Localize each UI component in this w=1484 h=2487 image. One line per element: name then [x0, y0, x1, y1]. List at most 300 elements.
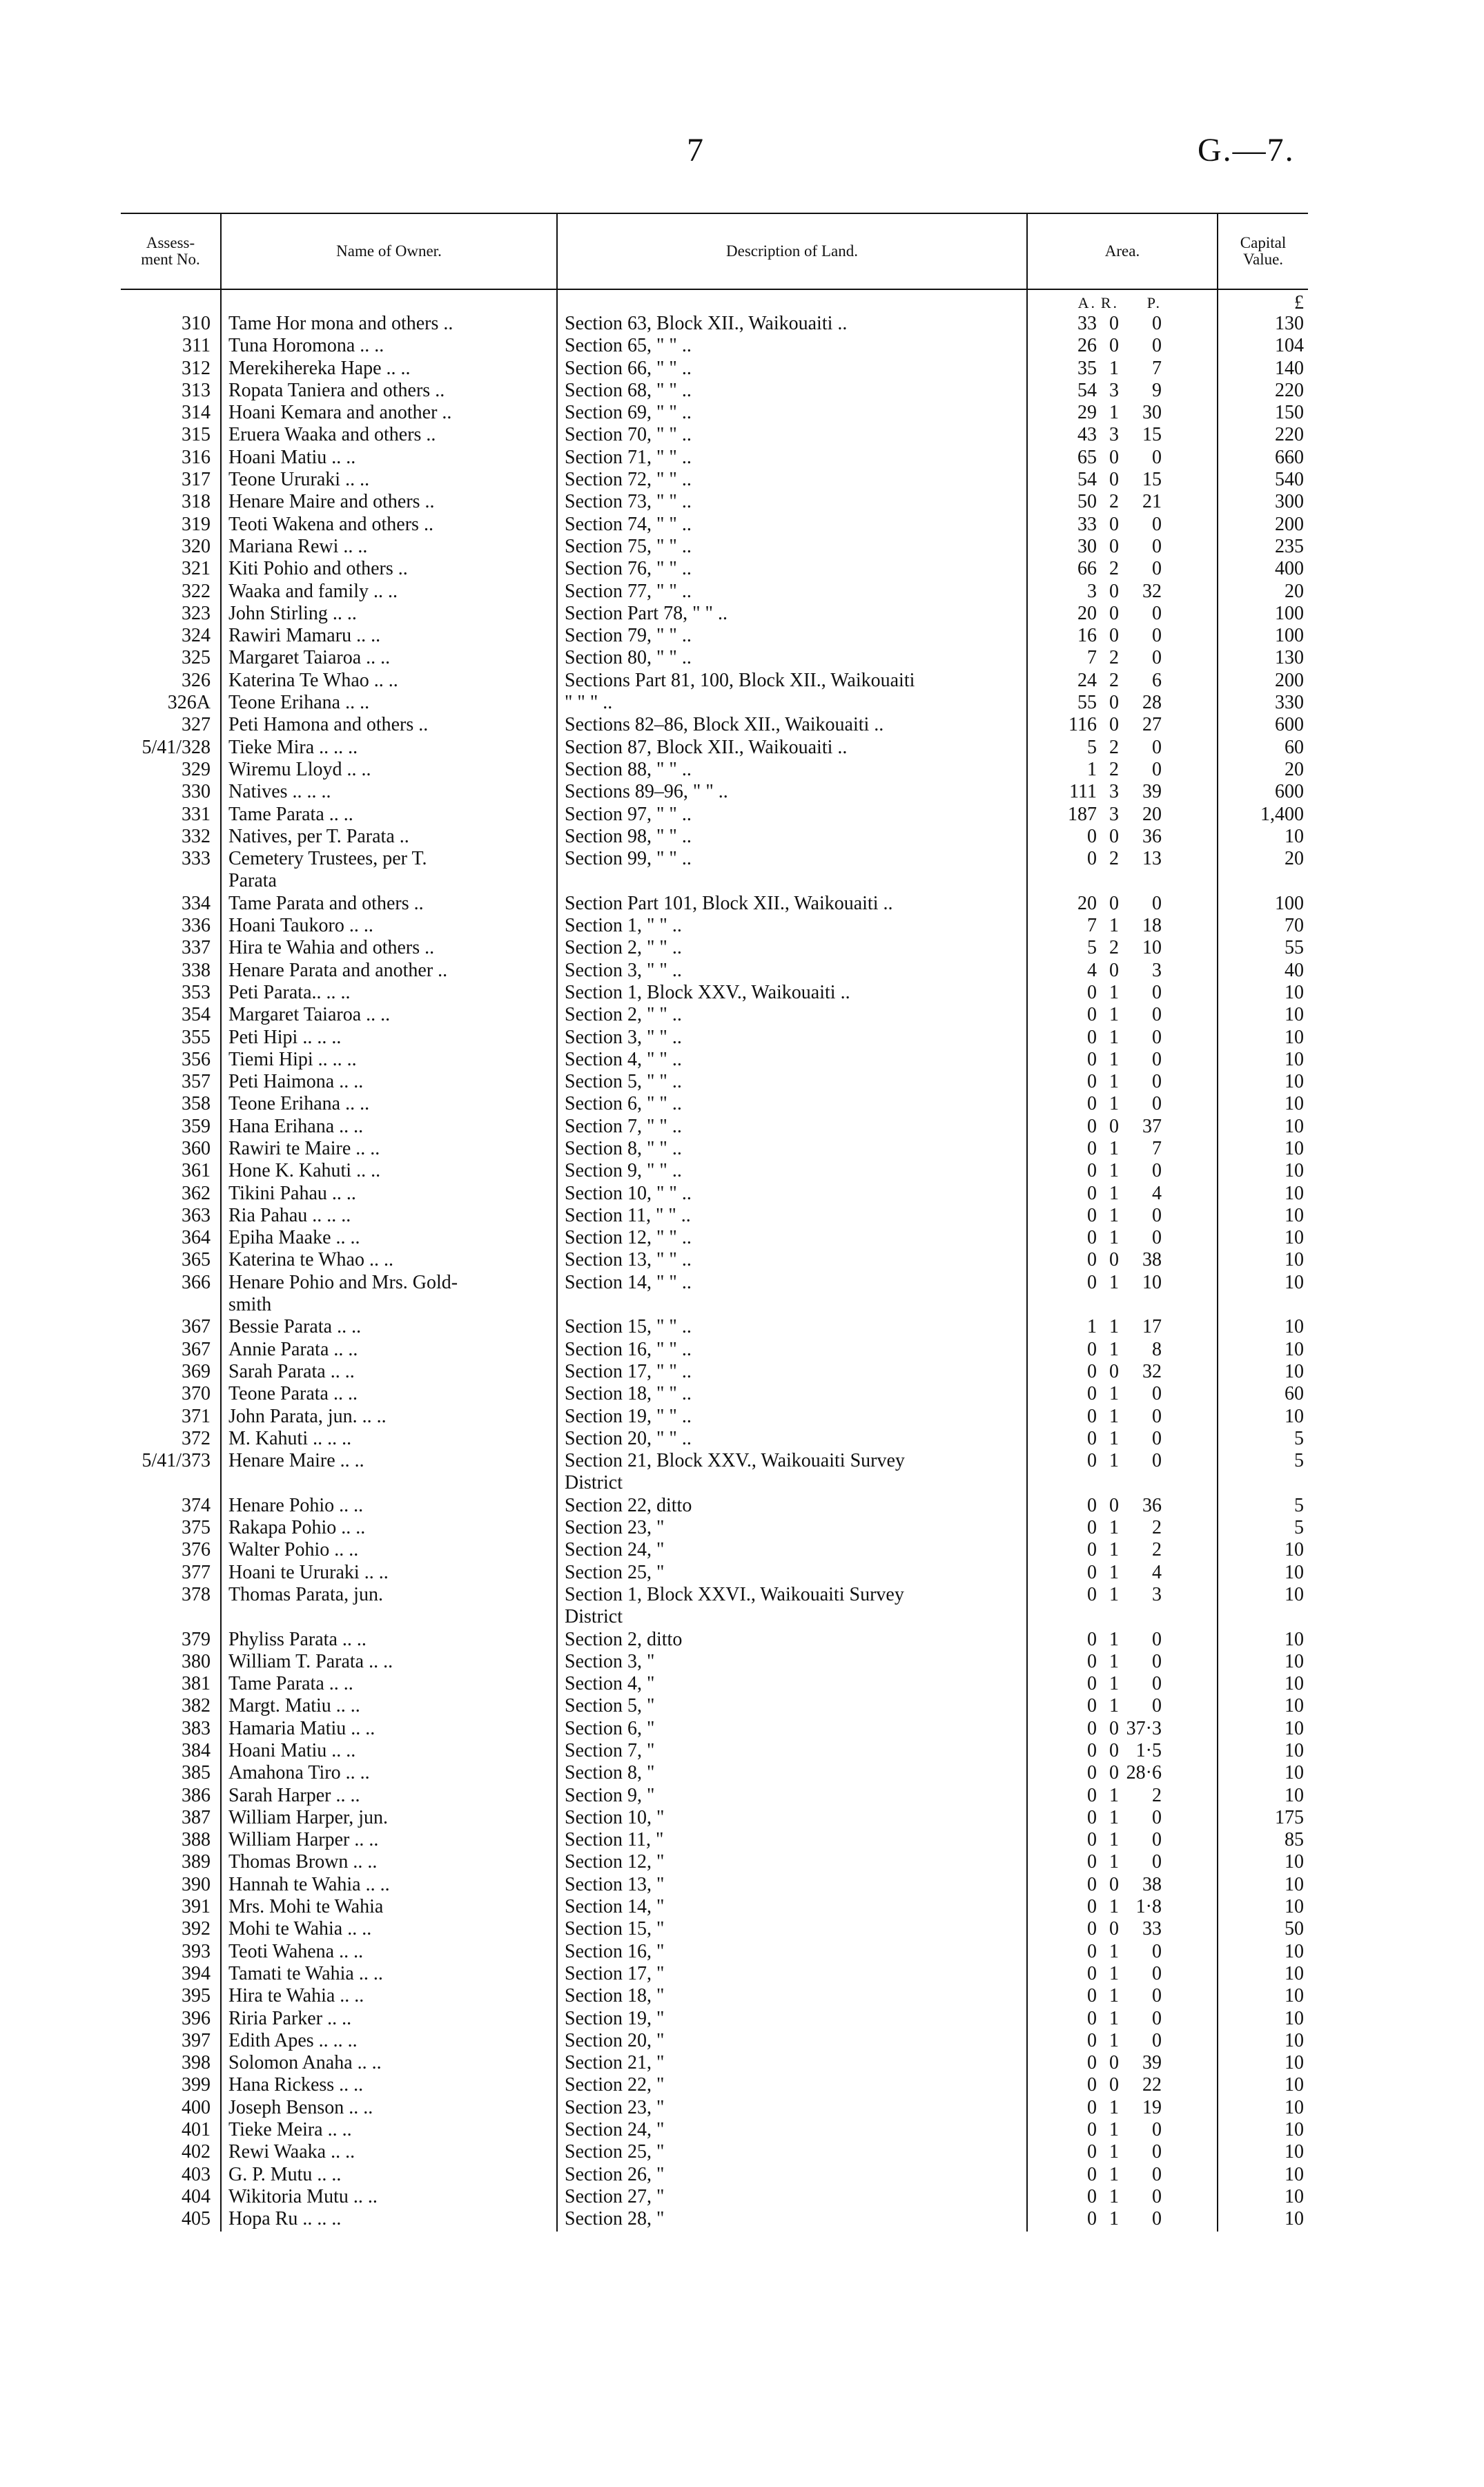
area-perches: 7 [1152, 1138, 1162, 1159]
table-row [121, 1830, 1308, 1852]
area-roods: 1 [1109, 1138, 1119, 1159]
area-cell [1027, 2098, 1218, 2120]
table-row [121, 1429, 1308, 1451]
area-cell [1027, 1362, 1218, 1384]
area-roods: 1 [1109, 1205, 1119, 1226]
land-description-cell: Section 11, " " .. [557, 1206, 1027, 1228]
land-description-cell: Section 24, " [557, 2120, 1027, 2142]
land-description-cell: Section 3, " " .. [557, 1027, 1027, 1049]
land-description-cell: Section 88, " " .. [557, 759, 1027, 782]
area-roods: 1 [1109, 1339, 1119, 1360]
area-acres: 0 [1087, 1161, 1097, 1182]
area-perches: 0 [1152, 2030, 1162, 2051]
assessment-no-cell: 318 [121, 492, 221, 514]
area-perches: 0 [1152, 1205, 1162, 1226]
area-acres: 0 [1087, 1830, 1097, 1851]
assessment-no-cell: 319 [121, 514, 221, 536]
assessment-no-cell: 357 [121, 1072, 221, 1094]
table-row [121, 1875, 1308, 1897]
area-perches: 0 [1152, 648, 1162, 669]
capital-value-cell: 10 [1285, 2053, 1304, 2074]
area-roods: 3 [1109, 804, 1119, 825]
assessment-no-cell: 399 [121, 2075, 221, 2097]
area-roods: 1 [1109, 1183, 1119, 1204]
area-perches: 0 [1152, 1049, 1162, 1070]
area-cell [1027, 826, 1218, 849]
capital-value-cell: 50 [1285, 1919, 1304, 1940]
area-perches: 38 [1142, 1874, 1162, 1895]
area-cell [1027, 1317, 1218, 1339]
owner-name-cell: Sarah Parata .. .. [221, 1362, 557, 1384]
area-roods: 0 [1109, 1718, 1119, 1739]
table-row [121, 1540, 1308, 1562]
owner-name-cell: Teone Ururaki .. .. [221, 470, 557, 492]
table-row [121, 470, 1308, 492]
owner-name-cell: Margt. Matiu .. .. [221, 1696, 557, 1718]
area-perches: 4 [1152, 1562, 1162, 1583]
capital-value-cell: 10 [1285, 1741, 1304, 1761]
table-row [121, 2187, 1308, 2209]
area-perches: 0 [1152, 1941, 1162, 1962]
assessment-no-cell: 332 [121, 826, 221, 849]
area-acres: 35 [1077, 358, 1097, 379]
area-acres: 0 [1087, 1250, 1097, 1271]
table-row [121, 670, 1308, 693]
area-acres: 187 [1068, 804, 1097, 825]
area-cell [1027, 1719, 1218, 1741]
area-cell [1027, 1942, 1218, 1964]
area-perches: 0 [1152, 1986, 1162, 2007]
area-acres: 0 [1087, 1963, 1097, 1984]
table-row [121, 603, 1308, 626]
area-cell [1027, 1116, 1218, 1139]
area-perches: 21 [1142, 492, 1162, 513]
owner-name-cell: Teone Erihana .. .. [221, 693, 557, 715]
area-perches: 0 [1152, 1005, 1162, 1026]
assessment-no-cell: 374 [121, 1496, 221, 1518]
area-roods: 1 [1109, 1317, 1119, 1338]
land-description-cell: Section 13, " [557, 1875, 1027, 1897]
land-description-cell: Section 21, Block XXV., Waikouaiti Survey [557, 1451, 1027, 1473]
area-roods: 1 [1109, 1428, 1119, 1449]
area-cell [1027, 1027, 1218, 1049]
capital-value-cell: 10 [1285, 1339, 1304, 1360]
table-row [121, 648, 1308, 670]
assessment-no-cell: 314 [121, 403, 221, 425]
table-row [121, 514, 1308, 536]
area-acres: 0 [1087, 2075, 1097, 2096]
assessment-no-cell: 353 [121, 983, 221, 1005]
area-perches: 28 [1142, 693, 1162, 714]
assessment-no-cell: 377 [121, 1562, 221, 1585]
area-acres: 0 [1087, 1005, 1097, 1026]
area-perches: 36 [1142, 826, 1162, 847]
area-perches: 0 [1152, 1830, 1162, 1851]
area-perches: 0 [1152, 603, 1162, 624]
area-roods: 0 [1109, 1361, 1119, 1382]
area-acres: 0 [1087, 982, 1097, 1003]
area-roods: 0 [1109, 1874, 1119, 1895]
land-description-cell: Section 7, " " .. [557, 1116, 1027, 1139]
owner-name-cell: Rakapa Pohio .. .. [221, 1518, 557, 1540]
owner-name-cell: Hone K. Kahuti .. .. [221, 1161, 557, 1183]
area-perches: 10 [1142, 938, 1162, 959]
area-roods: 1 [1109, 2186, 1119, 2207]
land-description-cell: Section 16, " [557, 1942, 1027, 1964]
land-description-cell: Section 15, " [557, 1919, 1027, 1941]
area-cell [1027, 425, 1218, 447]
assessment-no-cell: 378 [121, 1585, 221, 1607]
area-cell [1027, 648, 1218, 670]
header-assessment-no: Assess- ment No. [121, 213, 221, 289]
capital-value-cell: 220 [1275, 380, 1304, 401]
area-acres: 29 [1077, 403, 1097, 424]
land-description-cell: Section 6, " [557, 1719, 1027, 1741]
area-cell [1027, 1786, 1218, 1808]
area-roods: 1 [1109, 2120, 1119, 2141]
area-acres: 0 [1087, 2097, 1097, 2118]
table-header-row [121, 213, 1308, 289]
area-acres: 0 [1087, 1897, 1097, 1918]
table-row [121, 1942, 1308, 1964]
land-description-cell: Section 70, " " .. [557, 425, 1027, 447]
area-acres: 0 [1087, 1785, 1097, 1806]
land-description-cell: Section 26, " [557, 2165, 1027, 2187]
area-perches: 39 [1142, 782, 1162, 803]
units-row [121, 289, 1308, 313]
table-row [121, 871, 1308, 893]
area-acres: 0 [1087, 1518, 1097, 1539]
assessment-no-cell: 356 [121, 1049, 221, 1072]
owner-name-cell: Ria Pahau .. .. .. [221, 1206, 557, 1228]
capital-value-cell: 10 [1285, 2120, 1304, 2141]
owner-name-cell: Solomon Anaha .. .. [221, 2053, 557, 2075]
capital-value-cell: 10 [1285, 1361, 1304, 1382]
capital-value-cell: 330 [1275, 693, 1304, 714]
area-perches: 0 [1152, 2186, 1162, 2207]
area-acres: 26 [1077, 336, 1097, 357]
area-acres: 0 [1087, 2209, 1097, 2230]
assessment-no-cell [121, 1473, 221, 1495]
table-row [121, 1005, 1308, 1027]
table-row [121, 1139, 1308, 1161]
assessment-no-cell: 385 [121, 1763, 221, 1785]
area-perches: 3 [1152, 960, 1162, 981]
area-acres: 0 [1087, 1094, 1097, 1115]
area-cell [1027, 403, 1218, 425]
land-description-cell: Section 65, " " .. [557, 336, 1027, 358]
assessment-no-cell: 355 [121, 1027, 221, 1049]
owner-name-cell: William Harper .. .. [221, 1830, 557, 1852]
area-acres: 30 [1077, 536, 1097, 557]
assessment-no-cell: 403 [121, 2165, 221, 2187]
area-perches: 13 [1142, 849, 1162, 870]
land-description-cell: Section 10, " [557, 1808, 1027, 1830]
area-perches: 19 [1142, 2097, 1162, 2118]
capital-value-cell: 10 [1285, 1005, 1304, 1026]
area-acres: 0 [1087, 1116, 1097, 1137]
area-acres: 0 [1087, 1741, 1097, 1761]
land-description-cell: Section 17, " [557, 1964, 1027, 1986]
owner-name-cell: Joseph Benson .. .. [221, 2098, 557, 2120]
area-cell [1027, 871, 1218, 893]
area-cell [1027, 1496, 1218, 1518]
land-description-cell: Section 2, ditto [557, 1629, 1027, 1652]
assessment-no-cell: 367 [121, 1339, 221, 1362]
land-description-cell: " " " .. [557, 693, 1027, 715]
capital-value-cell: 10 [1285, 1562, 1304, 1583]
assessment-no-cell: 369 [121, 1362, 221, 1384]
capital-value-cell: 10 [1285, 1027, 1304, 1048]
land-description-cell: Section Part 78, " " .. [557, 603, 1027, 626]
area-roods: 1 [1109, 1584, 1119, 1605]
assessment-no-cell: 326A [121, 693, 221, 715]
area-cell [1027, 759, 1218, 782]
area-perches: 39 [1142, 2053, 1162, 2074]
owner-name-cell: Henare Parata and another .. [221, 960, 557, 983]
land-description-cell: Section 19, " [557, 2009, 1027, 2031]
owner-name-cell: Annie Parata .. .. [221, 1339, 557, 1362]
table-row [121, 1339, 1308, 1362]
land-description-cell: Section 20, " [557, 2031, 1027, 2053]
header-name-of-owner: Name of Owner. [221, 213, 557, 289]
capital-value-cell: 10 [1285, 2164, 1304, 2185]
header-capital-value: Capital Value. [1218, 213, 1308, 289]
capital-value-cell: 10 [1285, 1629, 1304, 1650]
area-perches: 0 [1152, 1228, 1162, 1249]
assessment-no-cell: 380 [121, 1652, 221, 1674]
land-description-cell: Section 74, " " .. [557, 514, 1027, 536]
table-row [121, 1496, 1308, 1518]
land-description-cell: Section 28, " [557, 2209, 1027, 2231]
land-description-cell: Section 71, " " .. [557, 447, 1027, 470]
assessment-no-cell: 396 [121, 2009, 221, 2031]
assessment-no-cell: 389 [121, 1852, 221, 1874]
capital-value-cell: 10 [1285, 1785, 1304, 1806]
area-perches: 0 [1152, 2164, 1162, 2185]
owner-name-cell: Mrs. Mohi te Wahia [221, 1897, 557, 1919]
capital-value-cell: 400 [1275, 559, 1304, 580]
area-roods: 2 [1109, 670, 1119, 691]
capital-value-cell: 10 [1285, 1138, 1304, 1159]
area-cell [1027, 693, 1218, 715]
area-perches: 33 [1142, 1919, 1162, 1940]
capital-value-cell: 10 [1285, 1763, 1304, 1784]
land-description-cell: Section 9, " " .. [557, 1161, 1027, 1183]
assessment-no-cell: 336 [121, 916, 221, 938]
area-acres: 0 [1087, 2030, 1097, 2051]
assessment-no-cell: 320 [121, 536, 221, 559]
land-description-cell: Section 63, Block XII., Waikouaiti .. [557, 313, 1027, 336]
table-row [121, 737, 1308, 759]
area-acres: 0 [1087, 1562, 1097, 1583]
owner-name-cell: Tieke Meira .. .. [221, 2120, 557, 2142]
area-acres: 3 [1087, 581, 1097, 602]
capital-value-cell: 10 [1285, 1250, 1304, 1271]
area-perches: 0 [1152, 1807, 1162, 1828]
area-acres: 0 [1087, 1183, 1097, 1204]
area-cell [1027, 581, 1218, 603]
area-cell [1027, 514, 1218, 536]
assessment-no-cell: 393 [121, 1942, 221, 1964]
area-units [1027, 289, 1218, 313]
area-perches: 15 [1142, 470, 1162, 491]
area-roods: 2 [1109, 849, 1119, 870]
assessment-no-cell: 321 [121, 559, 221, 581]
owner-name-cell: Wiremu Lloyd .. .. [221, 759, 557, 782]
area-roods: 1 [1109, 2209, 1119, 2230]
capital-value-cell: 300 [1275, 492, 1304, 513]
assessment-no-cell: 324 [121, 626, 221, 648]
area-roods: 1 [1109, 1696, 1119, 1717]
unit-roods: R. [1100, 294, 1119, 311]
capital-value-cell: 10 [1285, 1116, 1304, 1137]
area-cell [1027, 1919, 1218, 1941]
area-roods: 0 [1109, 447, 1119, 468]
table-row [121, 1852, 1308, 1874]
assessment-no-cell: 402 [121, 2142, 221, 2164]
area-cell [1027, 2187, 1218, 2209]
capital-value-cell: 10 [1285, 1183, 1304, 1204]
table-row [121, 2009, 1308, 2031]
land-description-cell: Section 5, " " .. [557, 1072, 1027, 1094]
unit-acres: A. [1077, 294, 1097, 311]
table-row [121, 336, 1308, 358]
owner-name-cell: Rawiri te Maire .. .. [221, 1139, 557, 1161]
area-cell [1027, 1741, 1218, 1763]
owner-name-cell: Hopa Ru .. .. .. [221, 2209, 557, 2231]
land-description-cell: Section 9, " [557, 1786, 1027, 1808]
area-cell [1027, 358, 1218, 380]
area-cell [1027, 1897, 1218, 1919]
owner-name-cell: Peti Hamona and others .. [221, 715, 557, 737]
area-perches: 0 [1152, 1094, 1162, 1115]
table-row [121, 2120, 1308, 2142]
area-acres: 0 [1087, 1451, 1097, 1472]
owner-name-cell: Natives, per T. Parata .. [221, 826, 557, 849]
area-roods: 0 [1109, 1763, 1119, 1784]
table-row [121, 693, 1308, 715]
land-description-cell: Section 2, " " .. [557, 938, 1027, 960]
area-cell [1027, 804, 1218, 826]
assessment-no-cell: 325 [121, 648, 221, 670]
owner-name-cell: Epiha Maake .. .. [221, 1228, 557, 1250]
land-description-cell: Section 75, " " .. [557, 536, 1027, 559]
owner-name-cell: Hira te Wahia .. .. [221, 1986, 557, 2008]
area-roods: 0 [1109, 313, 1119, 334]
land-description-cell: Section 16, " " .. [557, 1339, 1027, 1362]
owner-name-cell: Peti Hipi .. .. .. [221, 1027, 557, 1049]
area-cell [1027, 938, 1218, 960]
area-perches: 0 [1152, 1629, 1162, 1650]
owner-name-cell: Tamati te Wahia .. .. [221, 1964, 557, 1986]
capital-value-cell: 140 [1275, 358, 1304, 379]
page-number: 7 [687, 132, 703, 168]
table-row [121, 492, 1308, 514]
area-cell [1027, 603, 1218, 626]
area-cell [1027, 1228, 1218, 1250]
capital-value-cell: 20 [1285, 759, 1304, 780]
area-perches: 37 [1142, 1116, 1162, 1137]
assessment-no-cell: 364 [121, 1228, 221, 1250]
owner-name-cell: Hoani Matiu .. .. [221, 447, 557, 470]
owner-name-cell: Hannah te Wahia .. .. [221, 1875, 557, 1897]
area-roods: 1 [1109, 1451, 1119, 1472]
area-roods: 1 [1109, 2164, 1119, 2185]
area-roods: 1 [1109, 1897, 1119, 1918]
assessment-no-cell: 310 [121, 313, 221, 336]
table-row [121, 1629, 1308, 1652]
owner-name-cell: William T. Parata .. .. [221, 1652, 557, 1674]
area-cell [1027, 893, 1218, 916]
table-row [121, 1919, 1308, 1941]
area-roods: 0 [1109, 470, 1119, 491]
capital-value-cell: 600 [1275, 782, 1304, 803]
capital-value-cell: 10 [1285, 826, 1304, 847]
area-acres: 16 [1077, 626, 1097, 647]
owner-name-cell: Henare Maire and others .. [221, 492, 557, 514]
area-perches: 6 [1152, 670, 1162, 691]
area-acres: 0 [1087, 1339, 1097, 1360]
owner-name-cell [221, 1473, 557, 1495]
owner-name-cell: John Parata, jun. .. .. [221, 1406, 557, 1429]
land-description-cell: Section 27, " [557, 2187, 1027, 2209]
capital-value-cell: 85 [1285, 1830, 1304, 1851]
area-cell [1027, 715, 1218, 737]
area-roods: 1 [1109, 1785, 1119, 1806]
table-row [121, 938, 1308, 960]
area-cell [1027, 2209, 1218, 2231]
area-cell [1027, 1005, 1218, 1027]
owner-name-cell: Hamaria Matiu .. .. [221, 1719, 557, 1741]
capital-value-cell: 175 [1275, 1807, 1304, 1828]
assessment-no-cell: 388 [121, 1830, 221, 1852]
owner-name-cell: Mohi te Wahia .. .. [221, 1919, 557, 1941]
area-cell [1027, 2075, 1218, 2097]
owner-name-cell: Waaka and family .. .. [221, 581, 557, 603]
table-row [121, 960, 1308, 983]
area-acres: 0 [1087, 1718, 1097, 1739]
land-description-cell: Section 97, " " .. [557, 804, 1027, 826]
area-cell [1027, 1295, 1218, 1317]
assessment-no-cell: 331 [121, 804, 221, 826]
assessment-no-cell: 405 [121, 2209, 221, 2231]
area-roods: 1 [1109, 1272, 1119, 1293]
assessment-no-cell: 404 [121, 2187, 221, 2209]
capital-value-cell: 10 [1285, 982, 1304, 1003]
area-cell [1027, 559, 1218, 581]
assessment-no-cell: 313 [121, 380, 221, 403]
area-perches: 0 [1152, 893, 1162, 914]
area-acres: 5 [1087, 737, 1097, 758]
assessment-no-cell: 386 [121, 1786, 221, 1808]
area-roods: 1 [1109, 2142, 1119, 2163]
land-description-cell: District [557, 1607, 1027, 1629]
table-row [121, 715, 1308, 737]
table-row [121, 1607, 1308, 1629]
table-row [121, 2209, 1308, 2231]
unit-perches: P. [1146, 294, 1162, 311]
capital-value-cell: 5 [1294, 1451, 1304, 1472]
assessment-no-cell: 376 [121, 1540, 221, 1562]
capital-value-cell: 10 [1285, 1986, 1304, 2007]
area-roods: 1 [1109, 1651, 1119, 1672]
area-roods: 1 [1109, 1852, 1119, 1873]
owner-name-cell: Henare Maire .. .. [221, 1451, 557, 1473]
area-roods: 0 [1109, 603, 1119, 624]
area-acres: 1 [1087, 1317, 1097, 1338]
land-description-cell: Section 76, " " .. [557, 559, 1027, 581]
